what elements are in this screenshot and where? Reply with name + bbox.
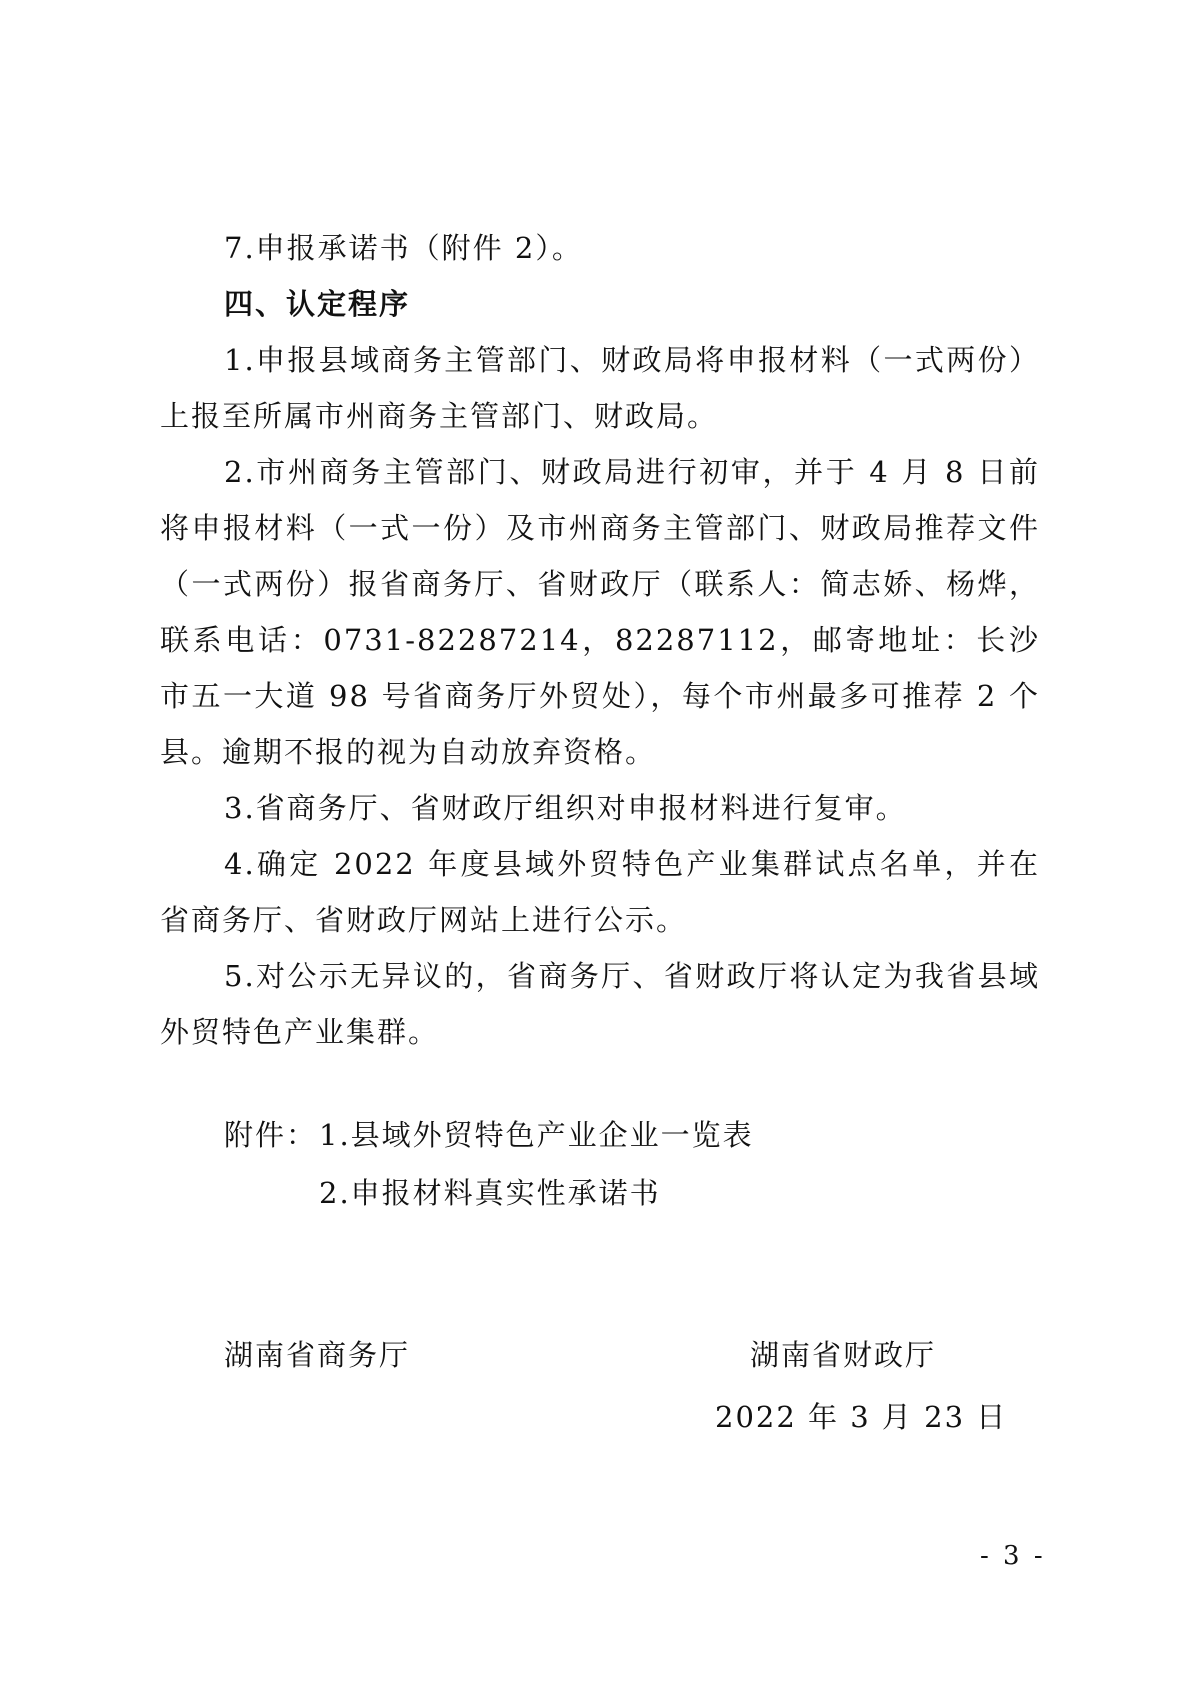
attachments-list [224,1106,754,1222]
signature-commerce-dept: 湖南省商务厅 [224,1338,411,1372]
paragraph-step-4: 4.确定 2022 年度县域外贸特色产业集群试点名单，并在省商务厅、省财政厅网站上进行公示。 [160,847,1040,937]
attachment-row-1 [224,1106,754,1164]
attachment-item-1: 1.县域外贸特色产业企业一览表 [319,1118,754,1152]
body-text [160,220,1040,1060]
attachments-label: 附件： [224,1118,318,1152]
signature-finance-dept: 湖南省财政厅 [750,1338,937,1372]
attachment-item-2: 2.申报材料真实性承诺书 [319,1176,661,1210]
page-number: - 3 - [980,1541,1046,1571]
issue-date: 2022 年 3 月 23 日 [715,1400,1008,1434]
paragraph-step-5: 5.对公示无异议的，省商务厅、省财政厅将认定为我省县域外贸特色产业集群。 [160,959,1040,1049]
paragraph-step-3: 3.省商务厅、省财政厅组织对申报材料进行复审。 [224,791,907,825]
section-heading-procedure: 四、认定程序 [224,287,411,321]
paragraph-step-1: 1.申报县域商务主管部门、财政局将申报材料（一式两份）上报至所属市州商务主管部门、财政局。 [160,343,1040,433]
paragraph-step-2: 2.市州商务主管部门、财政局进行初审，并于 4 月 8 日前将申报材料（一式一份）及市州商务主管部门、财政局推荐文件（一式两份）报省商务厅、省财政厅（联系人：简志娇、杨烨，联系电话：0731-82287214，82287112，邮寄地址：长沙市五一大道 98 号省商务厅外贸处），每个市州最多可推荐 2 个县。逾期不报的视为自动放弃资格。 [160,455,1040,769]
paragraph-item-7: 7.申报承诺书（附件 2）。 [224,231,583,265]
